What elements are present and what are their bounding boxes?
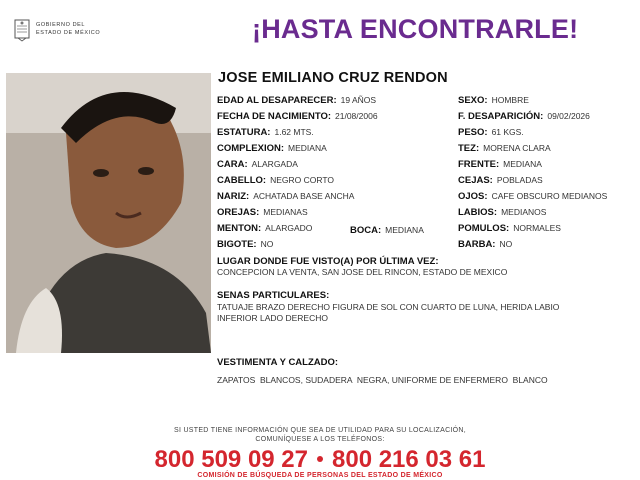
field-cejas bbox=[458, 175, 543, 186]
field-label: TEZ: bbox=[458, 143, 480, 154]
contact-note-line1: SI USTED TIENE INFORMACIÓN QUE SEA DE UTILIDAD PARA SU LOCALIZACIÓN, bbox=[173, 427, 467, 434]
person-name: JOSE EMILIANO CRUZ RENDON bbox=[218, 70, 448, 86]
field-ojos bbox=[458, 191, 607, 202]
field-value: 21/08/2006 bbox=[335, 111, 378, 121]
field-labios bbox=[458, 207, 546, 218]
field-value: MEDIANA bbox=[288, 143, 327, 153]
field-cabello bbox=[217, 175, 334, 186]
field-label: OJOS: bbox=[458, 191, 488, 202]
field-label: BIGOTE: bbox=[217, 239, 257, 250]
field-value: MEDIANOS bbox=[501, 207, 547, 217]
person-photo bbox=[6, 73, 211, 353]
phone-numbers bbox=[0, 446, 640, 474]
field-value: MEDIANAS bbox=[263, 207, 308, 217]
field-edad bbox=[217, 95, 376, 106]
field-label: OREJAS: bbox=[217, 207, 260, 218]
field-value: ALARGADA bbox=[251, 159, 298, 169]
field-value: NORMALES bbox=[513, 223, 561, 233]
field-label: ESTATURA: bbox=[217, 127, 271, 138]
field-sexo bbox=[458, 95, 529, 106]
field-value: MEDIANA bbox=[503, 159, 542, 169]
field-label: NARIZ: bbox=[217, 191, 250, 202]
field-value: 09/02/2026 bbox=[547, 111, 590, 121]
field-value: NEGRO CORTO bbox=[270, 175, 334, 185]
field-value: MORENA CLARA bbox=[483, 143, 551, 153]
last-seen-title: LUGAR DONDE FUE VISTO(A) POR ÚLTIMA VEZ: bbox=[217, 256, 439, 267]
field-cara bbox=[217, 159, 298, 170]
field-estatura bbox=[217, 127, 314, 138]
contact-note-line2: COMUNÍQUESE A LOS TELÉFONOS: bbox=[255, 436, 385, 443]
field-label: BARBA: bbox=[458, 239, 496, 250]
marks-title: SENAS PARTICULARES: bbox=[217, 290, 330, 301]
field-pomulos bbox=[458, 223, 561, 234]
clothing-title: VESTIMENTA Y CALZADO: bbox=[217, 357, 339, 368]
field-boca bbox=[350, 225, 424, 236]
field-barba bbox=[458, 239, 512, 250]
field-label: EDAD AL DESAPARECER: bbox=[217, 95, 337, 106]
clothing-text: ZAPATOS BLANCOS, SUDADERA NEGRA, UNIFORME DE ENFERMERO BLANCO bbox=[217, 375, 548, 385]
phone-number-2[interactable]: 800 216 03 61 bbox=[332, 446, 486, 473]
field-label: POMULOS: bbox=[458, 223, 510, 234]
field-label: FRENTE: bbox=[458, 159, 500, 170]
field-bigote bbox=[217, 239, 273, 250]
field-value: CAFE OBSCURO MEDIANOS bbox=[491, 191, 608, 201]
government-logo bbox=[12, 18, 122, 48]
bullet-separator-icon bbox=[317, 456, 323, 462]
field-value: 19 AÑOS bbox=[340, 95, 377, 105]
footer-agency: COMISIÓN DE BÚSQUEDA DE PERSONAS DEL ESTADO DE MÉXICO bbox=[197, 472, 443, 479]
field-peso bbox=[458, 127, 524, 138]
portrait-illustration bbox=[6, 73, 211, 353]
field-label: PESO: bbox=[458, 127, 488, 138]
field-value: HOMBRE bbox=[491, 95, 529, 105]
field-label: MENTON: bbox=[217, 223, 262, 234]
field-label: CEJAS: bbox=[458, 175, 493, 186]
field-nariz bbox=[217, 191, 354, 202]
field-label: LABIOS: bbox=[458, 207, 498, 218]
field-value: 61 KGS. bbox=[491, 127, 524, 137]
field-nacimiento bbox=[217, 111, 378, 122]
field-value: 1.62 MTS. bbox=[274, 127, 314, 137]
marks-text: TATUAJE BRAZO DERECHO FIGURA DE SOL CON CUARTO DE LUNA, HERIDA LABIO INFERIOR LADO DERECHO bbox=[217, 302, 560, 323]
field-tez bbox=[458, 143, 551, 154]
field-complexion bbox=[217, 143, 327, 154]
field-value: POBLADAS bbox=[496, 175, 543, 185]
field-label: CARA: bbox=[217, 159, 248, 170]
phone-number-1[interactable]: 800 509 09 27 bbox=[154, 446, 308, 473]
field-label: FECHA DE NACIMIENTO: bbox=[217, 111, 331, 122]
headline: ¡HASTA ENCONTRARLE! bbox=[252, 14, 579, 44]
field-desaparicion bbox=[458, 111, 590, 122]
field-menton bbox=[217, 223, 312, 234]
field-label: SEXO: bbox=[458, 95, 488, 106]
last-seen-text: CONCEPCION LA VENTA, SAN JOSE DEL RINCON, ESTADO DE MEXICO bbox=[217, 267, 508, 277]
field-value: NO bbox=[260, 239, 274, 249]
field-value: NO bbox=[499, 239, 513, 249]
field-frente bbox=[458, 159, 542, 170]
state-seal-icon bbox=[12, 18, 32, 42]
field-value: ACHATADA BASE ANCHA bbox=[253, 191, 355, 201]
field-orejas bbox=[217, 207, 308, 218]
field-label: BOCA: bbox=[350, 225, 382, 236]
logo-line1: GOBIERNO DEL bbox=[36, 22, 86, 28]
logo-line2: ESTADO DE MÉXICO bbox=[36, 30, 101, 36]
field-value: ALARGADO bbox=[265, 223, 313, 233]
field-label: F. DESAPARICIÓN: bbox=[458, 111, 544, 122]
field-label: CABELLO: bbox=[217, 175, 267, 186]
field-value: MEDIANA bbox=[385, 225, 424, 235]
field-label: COMPLEXION: bbox=[217, 143, 285, 154]
